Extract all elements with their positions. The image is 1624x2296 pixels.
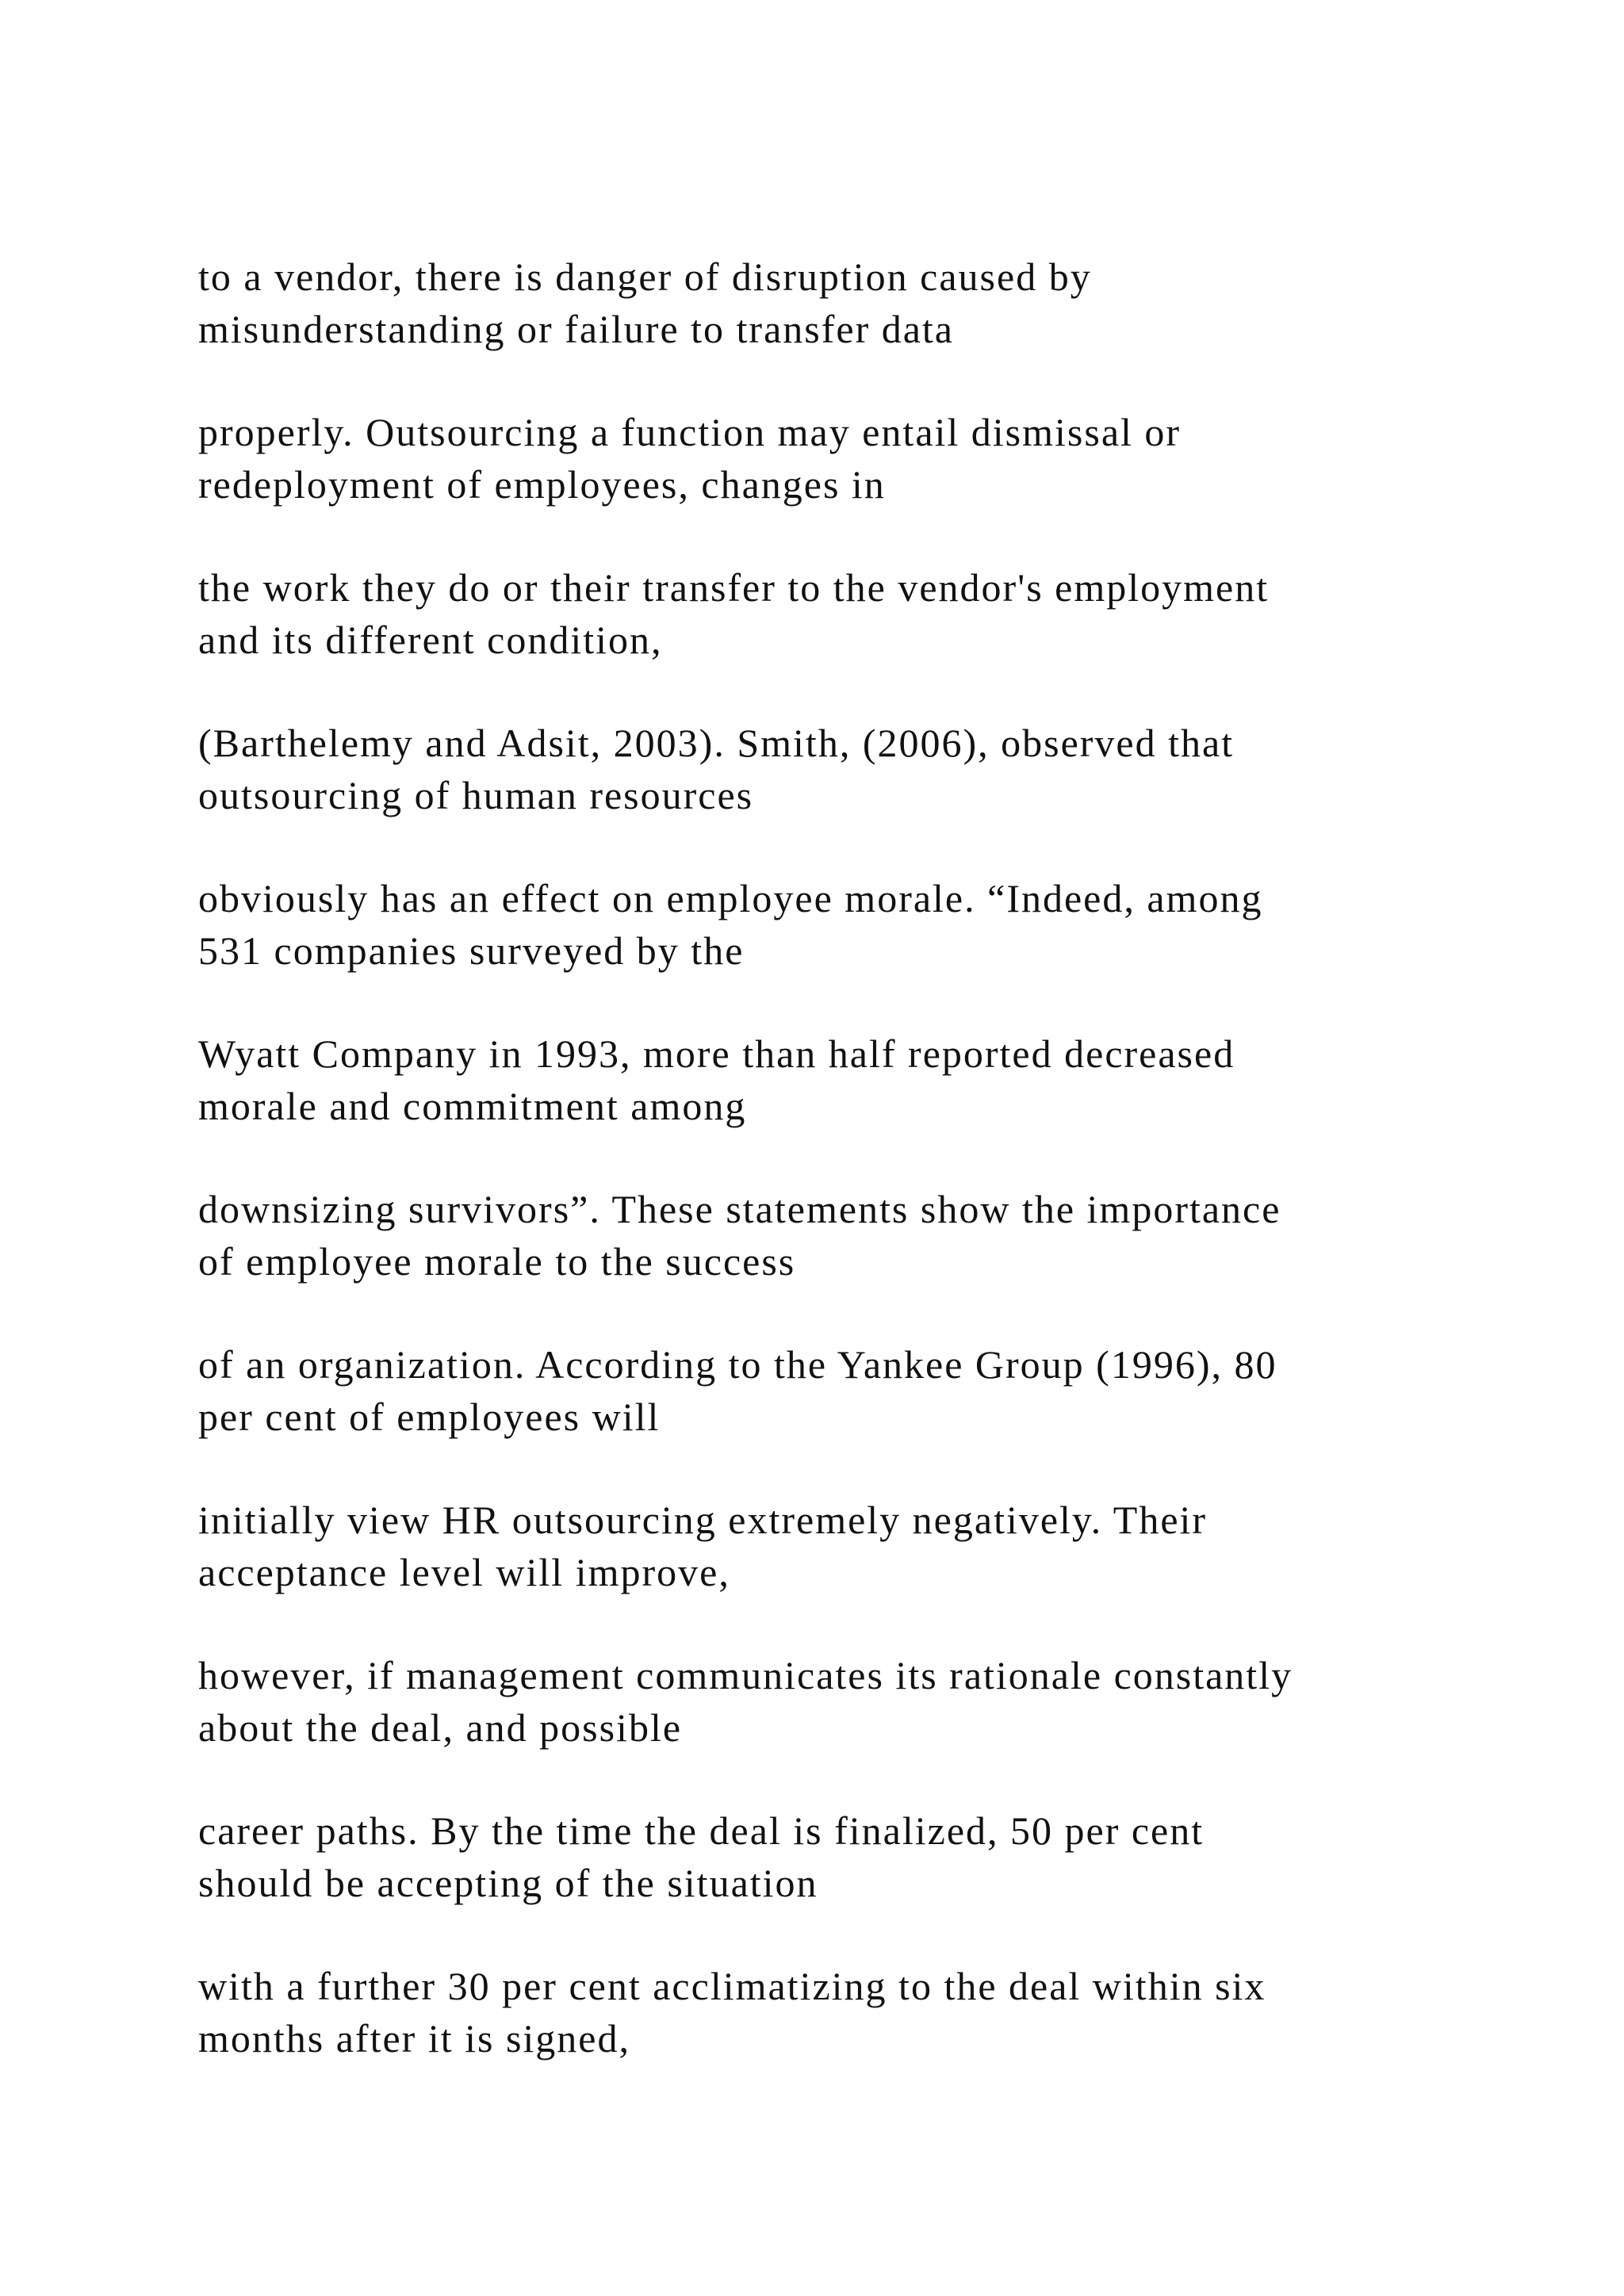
text-line: redeployment of employees, changes in (198, 462, 886, 507)
text-line: career paths. By the time the deal is finalized, 50 per cent (198, 1808, 1205, 1853)
paragraph-8 (198, 1338, 1546, 1443)
text-line: months after it is signed, (198, 2016, 630, 2061)
text-line: initially view HR outsourcing extremely negatively. Their (198, 1498, 1208, 1542)
text-line: of employee morale to the success (198, 1239, 796, 1284)
paragraph-3 (198, 561, 1546, 666)
text-line: of an organization. According to the Yankee Group (1996), 80 (198, 1342, 1277, 1387)
text-line: Wyatt Company in 1993, more than half reported decreased (198, 1031, 1235, 1076)
paragraph-1 (198, 251, 1546, 355)
text-line: (Barthelemy and Adsit, 2003). Smith, (2006), observed that (198, 721, 1235, 765)
text-line: per cent of employees will (198, 1395, 661, 1439)
text-line: with a further 30 per cent acclimatizing to the deal within six (198, 1964, 1266, 2008)
text-line: morale and commitment among (198, 1084, 747, 1128)
paragraph-2 (198, 406, 1546, 511)
text-line: 531 companies surveyed by the (198, 928, 745, 973)
paragraph-5 (198, 872, 1546, 977)
text-line: acceptance level will improve, (198, 1550, 730, 1594)
text-line: should be accepting of the situation (198, 1861, 818, 1905)
text-line: properly. Outsourcing a function may entail dismissal or (198, 410, 1182, 454)
text-line: misunderstanding or failure to transfer data (198, 307, 954, 351)
text-line: outsourcing of human resources (198, 773, 754, 817)
paragraph-11 (198, 1804, 1546, 1909)
text-line: obviously has an effect on employee morale. “Indeed, among (198, 876, 1263, 920)
text-line: downsizing survivors”. These statements show the importance (198, 1187, 1281, 1231)
text-line: and its different condition, (198, 618, 663, 662)
paragraph-9 (198, 1494, 1546, 1598)
body-text (198, 251, 1546, 2115)
text-line: about the deal, and possible (198, 1705, 683, 1750)
text-line: however, if management communicates its rationale constantly (198, 1653, 1293, 1697)
paragraph-4 (198, 717, 1546, 821)
paragraph-7 (198, 1183, 1546, 1288)
paragraph-12 (198, 1960, 1546, 2064)
text-line: the work they do or their transfer to the vendor's employment (198, 565, 1270, 610)
paragraph-6 (198, 1027, 1546, 1132)
text-line: to a vendor, there is danger of disruption caused by (198, 254, 1092, 299)
paragraph-10 (198, 1649, 1546, 1754)
